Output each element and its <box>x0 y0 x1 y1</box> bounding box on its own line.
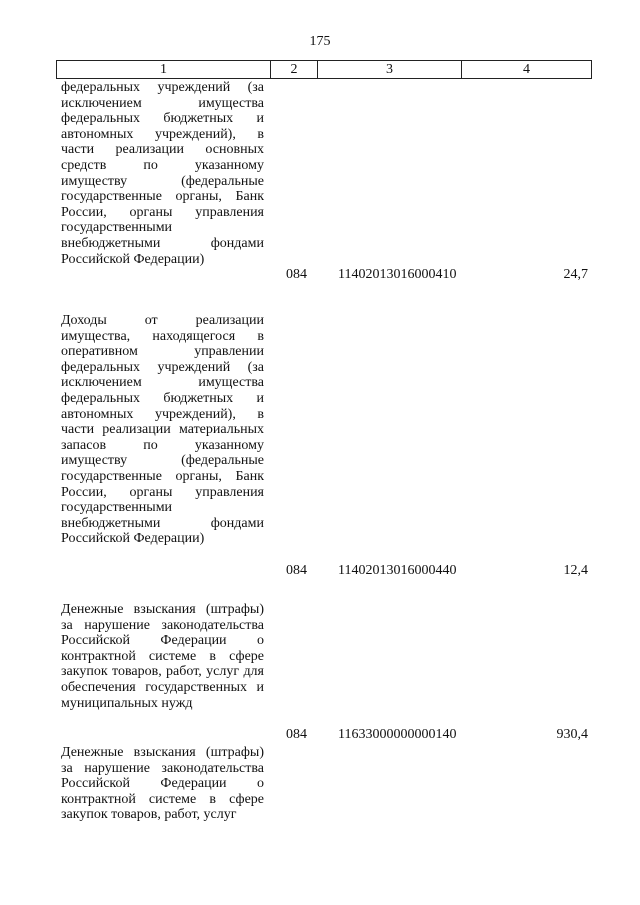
row-kbk: 11402013016000440 <box>338 563 457 578</box>
row-code: 084 <box>286 563 307 578</box>
row-amount: 24,7 <box>563 267 588 282</box>
row-amount: 12,4 <box>563 563 588 578</box>
column-header-4: 4 <box>462 61 592 79</box>
row-kbk: 11402013016000410 <box>338 267 457 282</box>
row-description: Доходы от реализации имущества, находящегося в оперативном управлении федеральных учреждений (за исключением имущества федеральных бюджетных и автономных учреждений), в части реализации материальных запасов по указанному имуществу (федеральные государственные органы, Банк России, органы управления государственными внебюджетными фондами Российской Федерации) <box>61 313 264 547</box>
row-amount: 930,4 <box>556 727 588 742</box>
column-header-3: 3 <box>318 61 462 79</box>
row-code: 084 <box>286 267 307 282</box>
row-kbk: 11633000000000140 <box>338 727 457 742</box>
row-code: 084 <box>286 727 307 742</box>
column-header-1: 1 <box>57 61 271 79</box>
row-description: Денежные взыскания (штрафы) за нарушение законодательства Российской Федерации о контрактной системе в сфере закупок товаров, работ, услуг <box>61 745 264 823</box>
column-header-row <box>56 60 592 79</box>
column-header-2: 2 <box>271 61 318 79</box>
row-description: федеральных учреждений (за исключением имущества федеральных бюджетных и автономных учреждений), в части реализации основных средств по указанному имуществу (федеральные государственные органы, Банк России, органы управления государственными внебюджетными фондами Российской Федерации) <box>61 80 264 267</box>
page-number: 175 <box>309 34 331 49</box>
row-description: Денежные взыскания (штрафы) за нарушение законодательства Российской Федерации о контрактной системе в сфере закупок товаров, работ, услуг для обеспечения государственных и муниципальных нужд <box>61 602 264 711</box>
